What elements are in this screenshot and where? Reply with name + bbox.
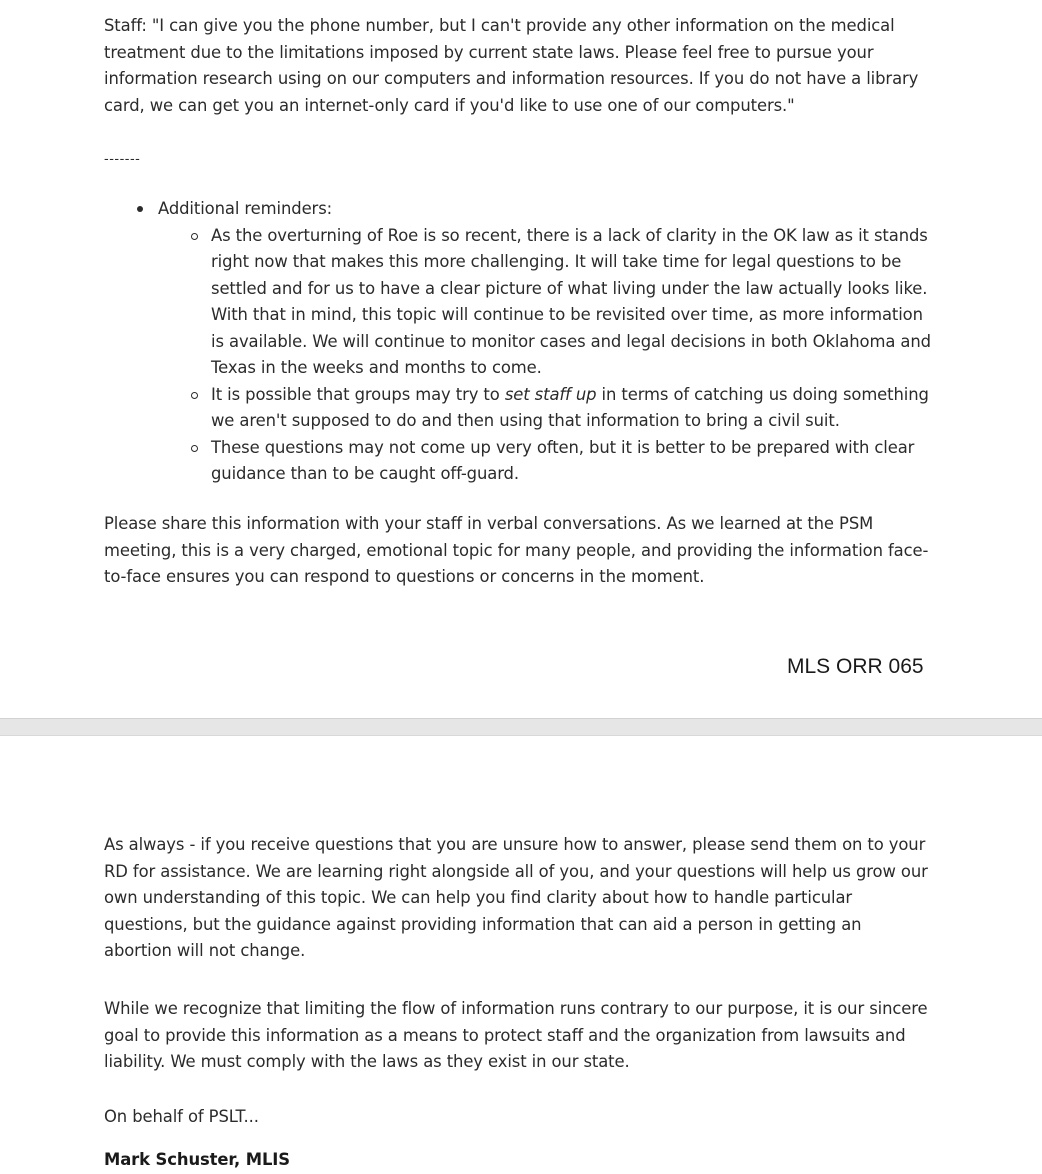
recognize-paragraph: While we recognize that limiting the flow of information runs contrary to our purpose, it is our sincere goal to provide this information as a means to protect staff and the organization from lawsuits and liability. We must comply with the laws as they exist in our state.	[104, 999, 928, 1071]
reminder-text-after: in terms of catching us doing something we aren't supposed to do and then using that information to bring a civil suit.	[211, 384, 929, 430]
bullet-circle-icon	[191, 445, 198, 452]
reminders-bullet	[104, 196, 934, 488]
document-code: MLS ORR 065	[787, 655, 924, 678]
reminder-text: As the overturning of Roe is so recent, there is a lack of clarity in the OK law as it stands right now that makes this more challenging. It will take time for legal questions to be settled and for us to have a clear picture of what living under the law actually looks like. With that in mind, this topic will continue to be revisited over time, as more information is available. We will continue to monitor cases and legal decisions in both Oklahoma and Texas in the weeks and months to come.	[211, 225, 931, 377]
reminders-list	[104, 196, 934, 488]
bullet-disc-icon	[137, 206, 143, 212]
share-information-paragraph: Please share this information with your staff in verbal conversations. As we learned at the PSM meeting, this is a very charged, emotional topic for many people, and providing the information face-to-face ensures you can respond to questions or concerns in the moment.	[104, 514, 929, 586]
on-behalf-line: On behalf of PSLT...	[104, 1107, 259, 1126]
staff-quote-paragraph: Staff: "I can give you the phone number, but I can't provide any other information on the medical treatment due to the limitations imposed by current state laws. Please feel free to pursue your information research using on our computers and information resources. If you do not have a library card, we can get you an internet-only card if you'd like to use one of our computers."	[104, 16, 919, 115]
as-always-paragraph: As always - if you receive questions that you are unsure how to answer, please send them on to your RD for assistance. We are learning right alongside all of you, and your questions will help us grow our own understanding of this topic. We can help you find clarity about how to handle particular questions, but the guidance against providing information that can aid a person in getting an abortion will not change.	[104, 835, 928, 960]
signature-name: Mark Schuster, MLIS	[104, 1150, 290, 1169]
bullet-circle-icon	[191, 392, 198, 399]
reminder-item-set-staff-up	[158, 382, 931, 435]
bullet-circle-icon	[191, 233, 198, 240]
reminder-item-roe	[158, 223, 931, 382]
reminders-sub-list	[158, 223, 934, 488]
reminder-emphasis: set staff up	[504, 384, 597, 404]
reminder-text: These questions may not come up very often, but it is better to be prepared with clear guidance than to be caught off-guard.	[211, 437, 915, 483]
reminder-item-be-prepared	[158, 435, 931, 488]
document-page-2	[0, 736, 1042, 1174]
reminders-heading: Additional reminders:	[158, 199, 333, 218]
section-separator: -------	[104, 152, 141, 167]
reminder-text-before: It is possible that groups may try to	[211, 384, 505, 404]
page-break-divider	[0, 718, 1042, 736]
